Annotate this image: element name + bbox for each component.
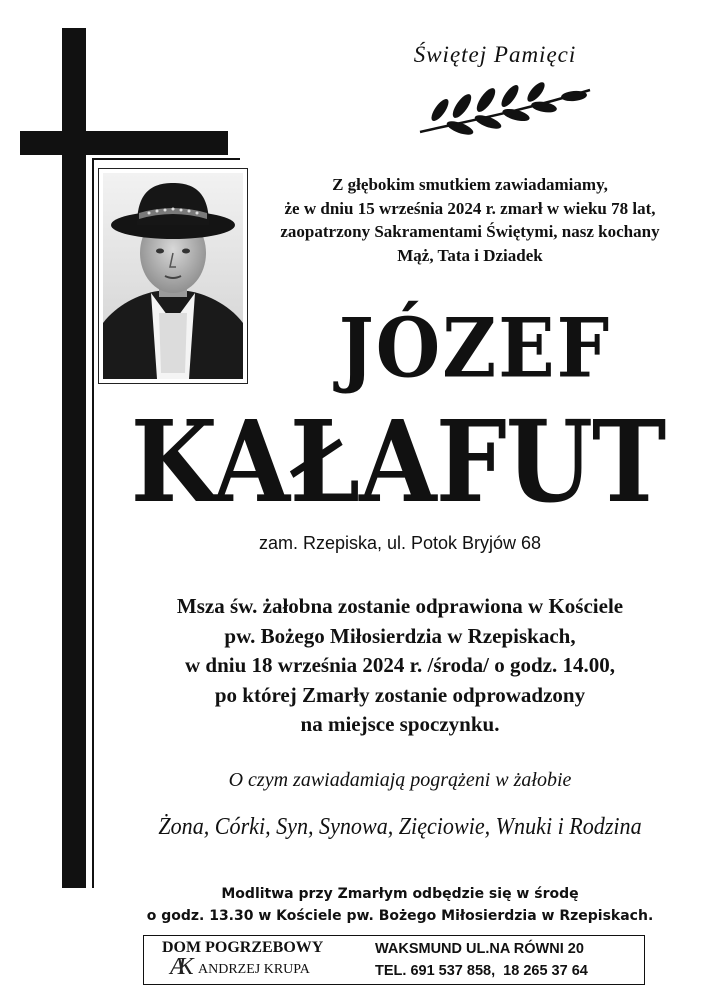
funeral-home-owner: ANDRZEJ KRUPA: [198, 962, 310, 977]
cross-arm: [20, 131, 228, 155]
deceased-address: zam. Rzepiska, ul. Potok Bryjów 68: [258, 533, 542, 553]
prayer-line: o godz. 13.30 w Kościele pw. Bożego Miłosierdzia w Rzepiskach.: [146, 908, 654, 924]
intro-line: Z głębokim smutkiem zawiadamiamy,: [332, 175, 608, 194]
deceased-first-name: JÓZEF: [338, 301, 612, 397]
funeral-home-logo: AK: [170, 954, 187, 980]
funeral-mass-info: [100, 592, 700, 740]
intro-line: zaopatrzony Sakramentami Świętymi, nasz kochany: [280, 222, 660, 241]
prayer-line: Modlitwa przy Zmarłym odbędzie się w środę: [221, 886, 579, 902]
memorial-heading: Świętej Pamięci: [413, 42, 577, 67]
announcement-intro: [250, 173, 690, 267]
deceased-last-name: KAŁAFUT: [130, 395, 666, 529]
mourners-names: Żona, Córki, Syn, Synowa, Zięciowie, Wnuki i Rodzina: [158, 814, 642, 840]
mass-line: w dniu 18 września 2024 r. /środa/ o godz. 14.00,: [185, 653, 615, 677]
portrait-frame: [98, 168, 248, 384]
funeral-home-box: [143, 935, 645, 985]
portrait-illustration: [103, 173, 243, 379]
mass-line: na miejsce spoczynku.: [300, 712, 500, 736]
olive-branch-icon: [418, 82, 593, 136]
intro-line: że w dniu 15 września 2024 r. zmarł w wieku 78 lat,: [284, 198, 656, 218]
portrait-photo: [103, 173, 243, 379]
funeral-home-phone: TEL. 691 537 858, 18 265 37 64: [375, 963, 588, 979]
mass-line: pw. Bożego Miłosierdzia w Rzepiskach,: [224, 623, 576, 648]
mourners-intro: O czym zawiadamiają pogrążeni w żałobie: [228, 769, 572, 791]
mass-line: Msza św. żałobna zostanie odprawiona w Kościele: [176, 594, 624, 618]
prayer-info: [100, 883, 700, 927]
cross-outline-horizontal: [92, 158, 240, 160]
funeral-home-address: WAKSMUND UL.NA RÓWNI 20: [375, 941, 584, 957]
mass-line: po której Zmarły zostanie odprowadzony: [214, 682, 586, 707]
cross-outline-vertical: [92, 158, 94, 888]
funeral-home-name: DOM POGRZEBOWY: [162, 939, 324, 956]
cross-icon: [62, 28, 86, 888]
intro-line: Mąż, Tata i Dziadek: [397, 245, 543, 265]
